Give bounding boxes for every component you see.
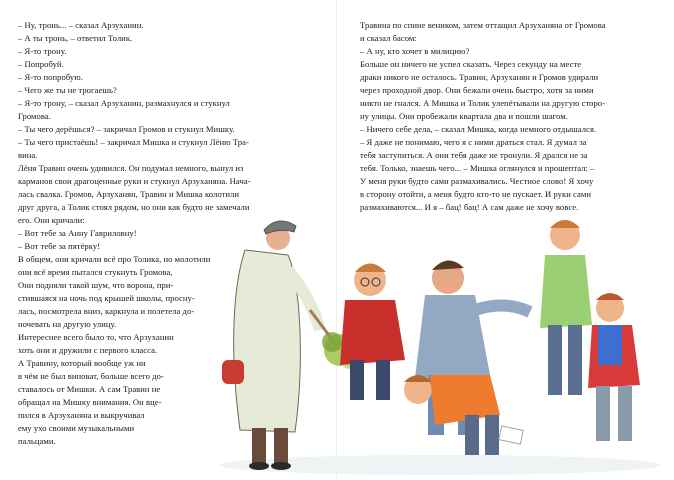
text-line: – Вот тебе за Анну Гавриловну!: [18, 228, 137, 238]
boy-red-vest: [588, 293, 640, 441]
text-line: – А ну, кто хочет в милицию?: [360, 46, 470, 56]
text-line: и сказал басом:: [360, 33, 417, 43]
text-line: – Вот тебе за пятёрку!: [18, 241, 101, 251]
text-line: размахиваются... И я – бац! бац! А сам даже не хочу вовсе.: [360, 202, 579, 212]
text-line: – Чего же ты не трогаешь?: [18, 85, 117, 95]
text-line: Они подняли такой шум, что ворона, при-: [18, 280, 174, 290]
text-line: они всё время пытался стукнуть Громова,: [18, 267, 173, 277]
boy-green-sweater: [540, 220, 592, 395]
text-line: А Травину, который вообще уж ни: [18, 358, 146, 368]
boy-red-jacket: [340, 264, 405, 401]
text-line: – Я-то попробую.: [18, 72, 83, 82]
text-line: через проходной двор. Они бежали очень быстро, хотя за ними: [360, 85, 594, 95]
text-line: лась свалка. Громов, Арзуханян, Травин и Мишка колотили: [18, 189, 240, 199]
boy-orange-shirt: [404, 375, 500, 455]
man-with-broom: [222, 221, 359, 470]
text-line: ну улицы. Они пробежали квартала два и пошли шагом.: [360, 111, 568, 121]
text-line: – Ты чего дерёшься? – закричал Громов и стукнул Мишку.: [18, 124, 235, 134]
text-line: – Ничего себе дела, – сказал Мишка, когда немного отдышался.: [360, 124, 597, 134]
text-line: – Я-то трону, – сказал Арзуханин, размахнулся и стукнул: [18, 98, 230, 108]
text-line: Интереснее всего было то, что Арзуханин: [18, 332, 174, 342]
text-line: ставалось от Мишки. А сам Травин не: [18, 384, 161, 394]
text-line: – Попробуй.: [18, 59, 64, 69]
fight-scene-illustration: [200, 200, 674, 480]
text-line: – Я-то трону.: [18, 46, 67, 56]
text-line: стившаяся на ночь под крышей школы, просну-: [18, 293, 195, 303]
paper-sheet: [499, 426, 523, 444]
text-line: его. Они кричали:: [18, 215, 85, 225]
text-line: драки никого не осталось. Травин, Арзуханян и Громов удирали: [360, 72, 599, 82]
text-line: лась, посмотрела вниз, каркнула и полетела до-: [18, 306, 195, 316]
text-line: Травина по спине веником, затем оттащил Арзуханяна от Громова: [360, 20, 606, 30]
text-line: ночевать на другую улицу.: [18, 319, 117, 329]
text-line: ему ухо своими музыкальными: [18, 423, 135, 433]
text-line: У меня руки будто сами размахивались. Честное слово! Я хочу: [360, 176, 594, 186]
text-line: пился в Арзуханяна и выкручивал: [18, 410, 145, 420]
text-line: друг друга, а Толик стоял рядом, но они как будто не замечали: [18, 202, 250, 212]
text-line: вина.: [18, 150, 38, 160]
text-line: пальцами.: [18, 436, 56, 446]
text-line: Больше он ничего не успел сказать. Через секунду на месте: [360, 59, 582, 69]
text-line: в чём не был виноват, больше всего до-: [18, 371, 164, 381]
text-line: – Ну, тронь... – сказал Арзуханин.: [18, 20, 144, 30]
text-line: Громова.: [18, 111, 51, 121]
text-line: Лёня Травин очень удивился. Он подумал немного, вынул из: [18, 163, 244, 173]
text-line: никто не гнался. А Мишка и Толик улепётывали на другую сторо-: [360, 98, 606, 108]
text-line: в сторону отойти, а меня будто кто-то не пускает. И руки сами: [360, 189, 592, 199]
text-line: хоть они и дружили с первого класса.: [18, 345, 158, 355]
text-line: – А ты тронь, – ответил Толик.: [18, 33, 133, 43]
text-line: – Я даже не понимаю, чего я с ними драться стал. Я думал за: [360, 137, 587, 147]
text-line: В общем, они кричали всё про Толика, но молотили: [18, 254, 211, 264]
text-line: тебя. Только, знаешь чего... – Мишка оглянулся и прошептал: –: [360, 163, 595, 173]
text-line: обращал на Мишку внимания. Он вце-: [18, 397, 162, 407]
text-line: тебя заступиться. А они тебя даже не тронули. Я дрался не за: [360, 150, 588, 160]
text-line: – Ты чего пристаёшь! – закричал Мишка и стукнул Лёню Тра-: [18, 137, 249, 147]
text-line: карманов свои драгоценные руки и стукнул Арзуханяна. Нача-: [18, 176, 251, 186]
